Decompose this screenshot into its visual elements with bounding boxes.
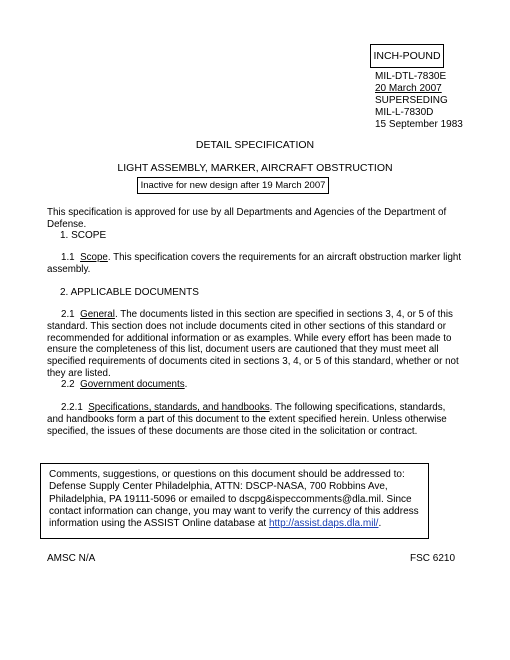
spec-title: LIGHT ASSEMBLY, MARKER, AIRCRAFT OBSTRUCTION xyxy=(117,162,393,174)
para-number: 2.2 xyxy=(61,379,75,390)
comments-box xyxy=(40,463,429,539)
spec-type-title: DETAIL SPECIFICATION xyxy=(195,139,315,151)
para-number: 2.1 xyxy=(61,309,75,320)
para-text: . The documents listed in this section are specified in sections 3, 4, or 5 of this standard. This section does not include documents cited in other sections of this standard or recommended for additional information or as examples. While every effort has been made to ensure the completeness of this list, document users are cautioned that they must meet all specified requirements of documents cited in sections 3, 4, or 5 of this standard, whether or not they are listed. xyxy=(47,309,459,379)
superseded-date: 15 September 1983 xyxy=(375,119,463,130)
para-title: Scope xyxy=(80,252,108,263)
superseded-number: MIL-L-7830D xyxy=(375,107,434,118)
para-title: Government documents xyxy=(80,379,185,390)
para-title: Specifications, standards, and handbooks xyxy=(88,402,270,413)
paragraph-2-2 xyxy=(47,379,462,391)
section-2-heading: 2. APPLICABLE DOCUMENTS xyxy=(60,287,199,298)
para-title: General xyxy=(80,309,115,320)
inactive-notice-box xyxy=(137,177,329,194)
inch-pound-box xyxy=(370,44,444,68)
para-text: . This specification covers the requirements for an aircraft obstruction marker light assembly. xyxy=(47,252,462,275)
superseding-label: SUPERSEDING xyxy=(375,95,448,106)
doc-number: MIL-DTL-7830E xyxy=(375,71,447,82)
para-text: . xyxy=(184,379,188,390)
para-text: . The following specifications, standards, and handbooks form a part of this document to the extent specified herein. Unless otherwise specified, the issues of these documents are those cited in the solicitation or contract. xyxy=(47,402,447,437)
comments-text: Comments, suggestions, or questions on this document should be addressed to: Defense Supply Center Philadelphia, ATTN: DSCP-NASA, 700 Robbins Ave, Philadelphia, PA 19111-5096 or emailed to dscpg&ispeccomments@dla.mil. Since contact information can change, you may want to verify the currency of this address information using the ASSIST Online database at xyxy=(49,469,419,530)
paragraph-2-2-1 xyxy=(47,402,462,437)
assist-link[interactable]: http://assist.daps.dla.mil/ xyxy=(268,518,379,530)
paragraph-1-1 xyxy=(47,252,462,276)
doc-date: 20 March 2007 xyxy=(375,83,442,94)
approval-statement: This specification is approved for use by all Departments and Agencies of the Department of Defense. xyxy=(47,207,447,230)
comments-suffix: . xyxy=(378,518,382,530)
section-1-heading: 1. SCOPE xyxy=(60,230,107,241)
paragraph-2-1 xyxy=(47,309,462,380)
inactive-notice: Inactive for new design after 19 March 2007 xyxy=(140,180,326,191)
inch-pound-label: INCH-POUND xyxy=(373,50,441,62)
para-number: 2.2.1 xyxy=(61,402,83,413)
amsc-label: AMSC N/A xyxy=(47,553,96,564)
fsc-label: FSC 6210 xyxy=(410,553,456,564)
para-number: 1.1 xyxy=(61,252,75,263)
